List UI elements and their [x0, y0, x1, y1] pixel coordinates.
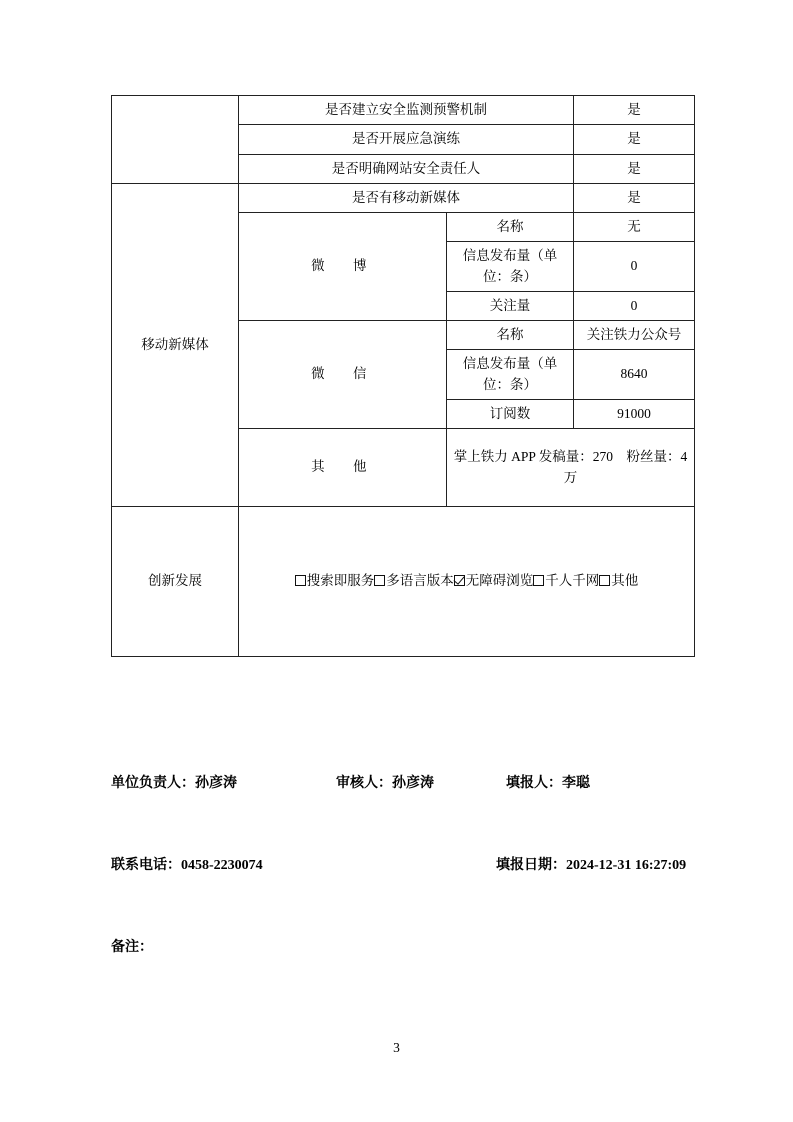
has-mobile-media-label: 是否有移动新媒体 — [239, 183, 574, 212]
signature-block — [111, 772, 701, 955]
other-media-value: 掌上铁力 APP 发稿量：270 粉丝量：4 万 — [447, 429, 695, 507]
checkbox-multilingual-icon[interactable] — [374, 575, 385, 586]
weibo-label: 微 博 — [239, 213, 447, 321]
responsible-person-value: 孙彦涛 — [195, 776, 237, 791]
weibo-field-value: 无 — [574, 213, 695, 242]
table-row — [112, 507, 695, 657]
filler-label: 填报人： — [506, 776, 562, 791]
auditor — [336, 772, 434, 792]
innovation-option-label: 多语言版本 — [386, 573, 454, 589]
auditor-label: 审核人： — [336, 776, 392, 791]
weibo-field-name: 信息发布量（单位：条） — [447, 242, 574, 292]
checkbox-search-as-service-icon[interactable] — [295, 575, 306, 586]
row-item-value: 是 — [574, 154, 695, 183]
other-media-label: 其 他 — [239, 429, 447, 507]
checkbox-accessibility-icon[interactable] — [454, 575, 465, 586]
checkbox-personalized-icon[interactable] — [533, 575, 544, 586]
row-item-value: 是 — [574, 96, 695, 125]
table-row — [112, 183, 695, 212]
report-table — [111, 95, 695, 657]
weixin-field-name: 名称 — [447, 321, 574, 350]
innovation-option-label: 搜索即服务 — [306, 573, 375, 589]
weixin-field-name: 订阅数 — [447, 399, 574, 428]
mobile-media-section-label: 移动新媒体 — [112, 183, 239, 506]
responsible-person — [111, 772, 237, 792]
innovation-section-label: 创新发展 — [112, 507, 239, 657]
weixin-field-name: 信息发布量（单位：条） — [447, 350, 574, 400]
filler — [506, 772, 590, 792]
report-date-label: 填报日期： — [496, 858, 566, 873]
weibo-field-value: 0 — [574, 242, 695, 292]
row-item-label: 是否明确网站安全责任人 — [239, 154, 574, 183]
weixin-field-value: 8640 — [574, 350, 695, 400]
report-date-value: 2024-12-31 16:27:09 — [566, 858, 687, 873]
auditor-value: 孙彦涛 — [392, 776, 434, 791]
signature-row-3 — [111, 852, 701, 955]
innovation-options — [245, 571, 688, 591]
table-row — [112, 96, 695, 125]
remark-label: 备注： — [111, 940, 153, 955]
innovation-option-label: 无障碍浏览 — [465, 573, 534, 589]
security-section-label — [112, 96, 239, 184]
innovation-options-cell — [239, 507, 695, 657]
weixin-field-value: 关注铁力公众号 — [574, 321, 695, 350]
weibo-field-name: 名称 — [447, 213, 574, 242]
innovation-option-label: 其他 — [611, 573, 639, 589]
row-item-label: 是否建立安全监测预警机制 — [239, 96, 574, 125]
has-mobile-media-value: 是 — [574, 183, 695, 212]
signature-row-1 — [111, 772, 701, 812]
responsible-person-label: 单位负责人： — [111, 776, 195, 791]
checkbox-other-icon[interactable] — [599, 575, 610, 586]
filler-value: 李聪 — [562, 776, 590, 791]
contact-phone-label: 联系电话： — [111, 858, 181, 873]
weibo-field-value: 0 — [574, 291, 695, 320]
row-item-value: 是 — [574, 125, 695, 154]
row-item-label: 是否开展应急演练 — [239, 125, 574, 154]
weixin-label: 微 信 — [239, 321, 447, 429]
signature-row-2 — [111, 812, 701, 873]
innovation-option-label: 千人千网 — [545, 573, 600, 589]
report-table-container — [111, 95, 694, 657]
page-number: 3 — [393, 1040, 400, 1055]
contact-phone-value: 0458-2230074 — [181, 858, 263, 873]
weibo-field-name: 关注量 — [447, 291, 574, 320]
weixin-field-value: 91000 — [574, 399, 695, 428]
